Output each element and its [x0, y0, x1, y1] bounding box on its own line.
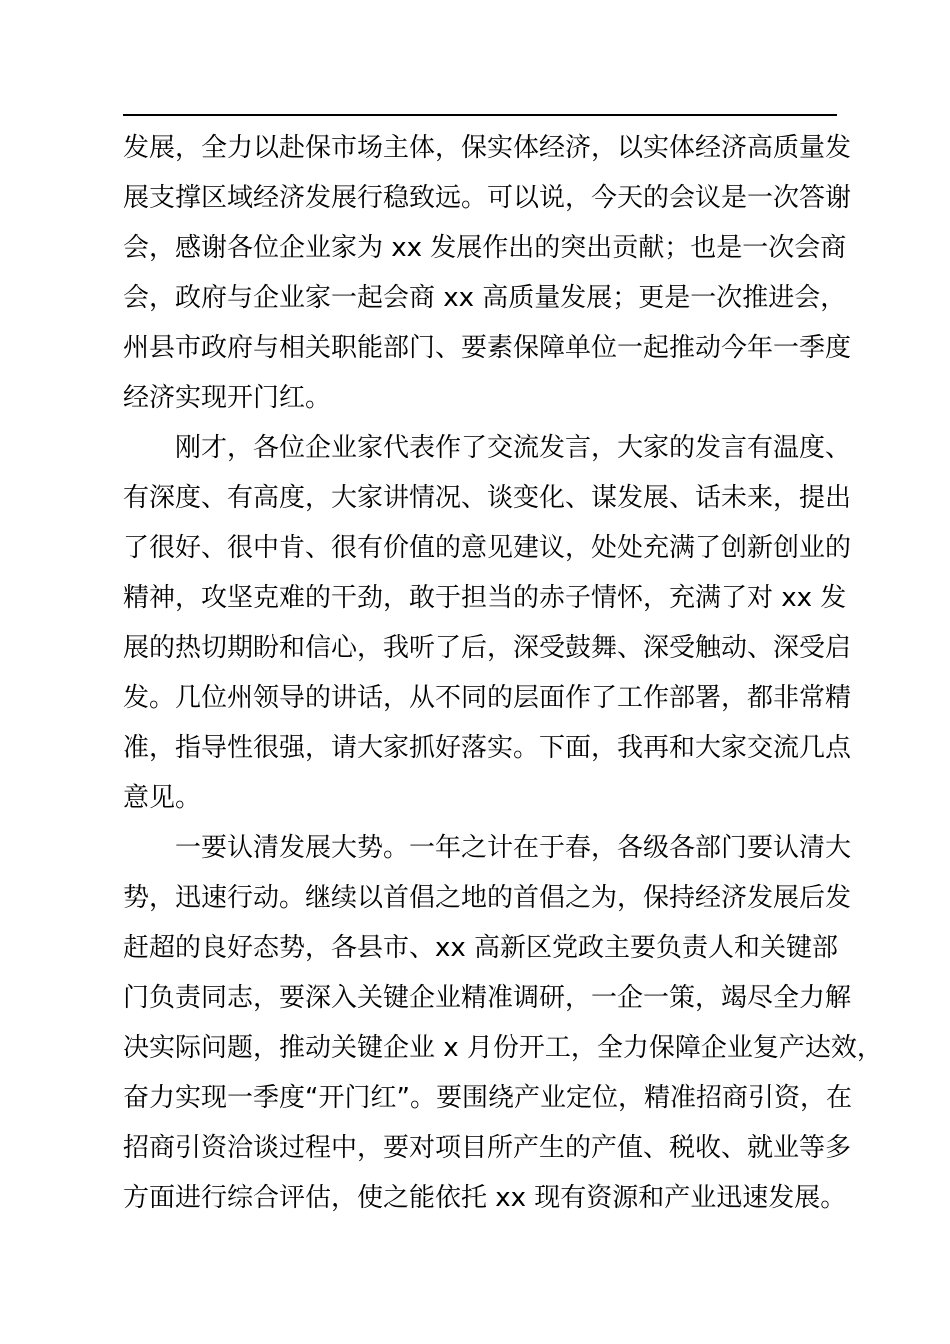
text-line: 赶超的良好态势，各县市、xx 高新区党政主要负责人和关键部	[123, 933, 839, 963]
text-line: 会，政府与企业家一起会商 xx 高质量发展；更是一次推进会，	[123, 283, 847, 313]
text-line: 决实际问题，推动关键企业 x 月份开工，全力保障企业复产达效，	[123, 1033, 883, 1063]
text-line: 了很好、很中肯、很有价值的意见建议，处处充满了创新创业的	[123, 533, 852, 563]
text-line: 经济实现开门红。	[123, 383, 332, 413]
text-line: 奋力实现一季度“开门红”。要围绕产业定位，精准招商引资，在	[123, 1083, 852, 1113]
text-line: 门负责同志，要深入关键企业精准调研，一企一策，竭尽全力解	[123, 983, 852, 1013]
text-line: 意见。	[123, 783, 202, 813]
text-line: 精神，攻坚克难的干劲，敢于担当的赤子情怀，充满了对 xx 发	[123, 583, 847, 613]
text-line: 发。几位州领导的讲话，从不同的层面作了工作部署，都非常精	[123, 683, 852, 713]
text-line: 招商引资洽谈过程中，要对项目所产生的产值、税收、就业等多	[123, 1133, 852, 1163]
text-line: 会，感谢各位企业家为 xx 发展作出的突出贡献；也是一次会商	[123, 233, 847, 263]
text-line: 刚才，各位企业家代表作了交流发言，大家的发言有温度、	[175, 433, 852, 463]
text-line: 有深度、有高度，大家讲情况、谈变化、谋发展、话未来，提出	[123, 483, 852, 513]
text-line: 方面进行综合评估，使之能依托 xx 现有资源和产业迅速发展。	[123, 1183, 847, 1213]
text-line: 展支撑区域经济发展行稳致远。可以说，今天的会议是一次答谢	[123, 183, 852, 213]
text-line: 势，迅速行动。继续以首倡之地的首倡之为，保持经济发展后发	[123, 883, 852, 913]
text-line: 准，指导性很强，请大家抓好落实。下面，我再和大家交流几点	[123, 733, 852, 763]
text-line: 发展，全力以赴保市场主体，保实体经济，以实体经济高质量发	[123, 133, 852, 163]
text-line: 展的热切期盼和信心，我听了后，深受鼓舞、深受触动、深受启	[123, 633, 852, 663]
text-line: 州县市政府与相关职能部门、要素保障单位一起推动今年一季度	[123, 333, 852, 363]
text-line: 一要认清发展大势。一年之计在于春，各级各部门要认清大	[175, 833, 852, 863]
header-rule	[123, 114, 837, 116]
